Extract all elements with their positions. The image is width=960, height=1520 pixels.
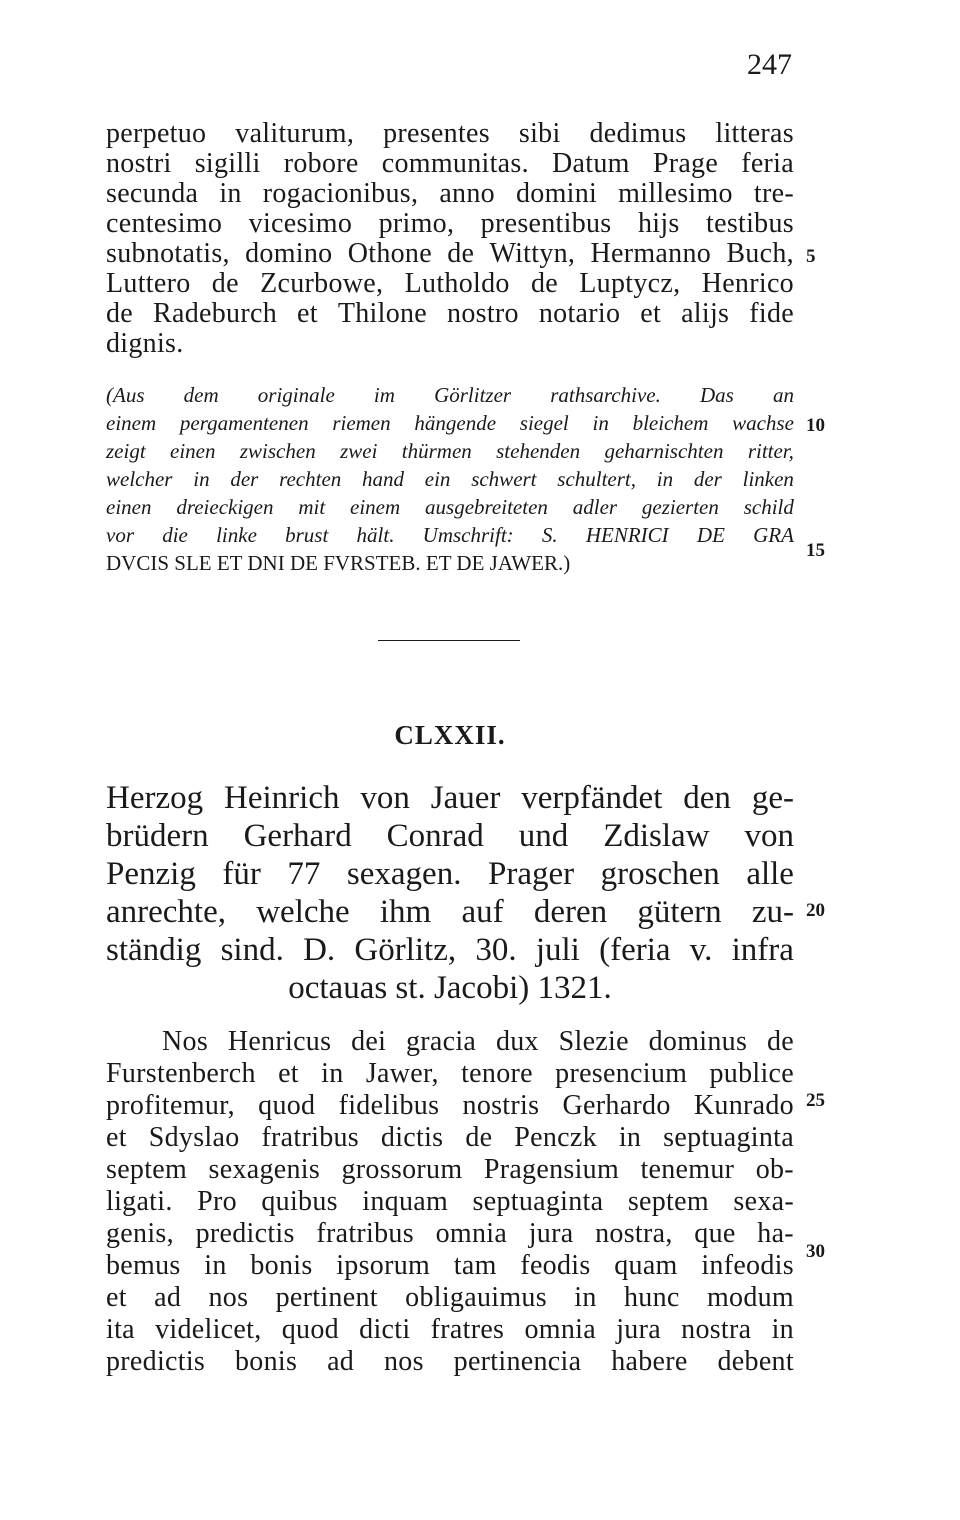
note-line: DVCIS SLE ET DNI DE FVRSTEB. ET DE JAWER.)	[106, 551, 571, 575]
note-line: einem pergamentenen riemen hängende siegel in bleichem wachse	[106, 411, 794, 435]
note-line: welcher in der rechten hand ein schwert schultert, in der linken	[106, 467, 794, 491]
text-line: perpetuo valiturum, presentes sibi dedimus litteras	[106, 118, 794, 149]
document-number: CLXXII.	[394, 720, 506, 750]
line-number: 10	[806, 415, 825, 436]
heading-line: ständig sind. D. Görlitz, 30. juli (feria v. infra	[106, 932, 794, 968]
line-number: 20	[806, 900, 825, 921]
line-number: 25	[806, 1090, 825, 1111]
page-number: 247	[747, 48, 792, 81]
text-line: bemus in bonis ipsorum tam feodis quam infeodis	[106, 1250, 794, 1281]
section-divider	[378, 640, 520, 641]
heading-line: anrechte, welche ihm auf deren gütern zu-	[106, 894, 794, 930]
text-line: de Radeburch et Thilone nostro notario et alijs fide	[106, 298, 794, 329]
text-line: ita videlicet, quod dicti fratres omnia jura nostra in	[106, 1314, 794, 1345]
line-number: 5	[806, 246, 816, 267]
text-line: predictis bonis ad nos pertinencia habere debent	[106, 1346, 794, 1377]
note-line: (Aus dem originale im Görlitzer rathsarchive. Das an	[106, 383, 794, 407]
text-line: secunda in rogacionibus, anno domini millesimo tre-	[106, 178, 794, 209]
note-line: einen dreieckigen mit einem ausgebreiteten adler gezierten schild	[106, 495, 794, 519]
note-line: zeigt einen zwischen zwei thürmen stehenden geharnischten ritter,	[106, 439, 794, 463]
heading-line: Penzig für 77 sexagen. Prager groschen alle	[106, 856, 794, 892]
heading-line: octauas st. Jacobi) 1321.	[288, 970, 612, 1006]
heading-line: brüdern Gerhard Conrad und Zdislaw von	[106, 818, 794, 854]
note-line: vor die linke brust hält. Umschrift: S. HENRICI DE GRA	[106, 523, 794, 547]
heading-line: Herzog Heinrich von Jauer verpfändet den ge-	[106, 780, 794, 816]
text-line: septem sexagenis grossorum Pragensium tenemur ob-	[106, 1154, 794, 1185]
text-line: ligati. Pro quibus inquam septuaginta septem sexa-	[106, 1186, 794, 1217]
text-line: genis, predictis fratribus omnia jura nostra, que ha-	[106, 1218, 794, 1249]
text-line: dignis.	[106, 328, 184, 359]
text-line: Nos Henricus dei gracia dux Slezie dominus de	[162, 1026, 794, 1057]
text-line: et ad nos pertinent obligauimus in hunc modum	[106, 1282, 794, 1313]
text-line: Luttero de Zcurbowe, Lutholdo de Luptycz, Henrico	[106, 268, 794, 299]
text-line: subnotatis, domino Othone de Wittyn, Hermanno Buch,	[106, 238, 794, 269]
text-line: et Sdyslao fratribus dictis de Penczk in septuaginta	[106, 1122, 794, 1153]
line-number: 15	[806, 540, 825, 561]
text-line: nostri sigilli robore communitas. Datum Prage feria	[106, 148, 794, 179]
text-line: centesimo vicesimo primo, presentibus hijs testibus	[106, 208, 794, 239]
line-number: 30	[806, 1241, 825, 1262]
text-line: Furstenberch et in Jawer, tenore presencium publice	[106, 1058, 794, 1089]
text-line: profitemur, quod fidelibus nostris Gerhardo Kunrado	[106, 1090, 794, 1121]
